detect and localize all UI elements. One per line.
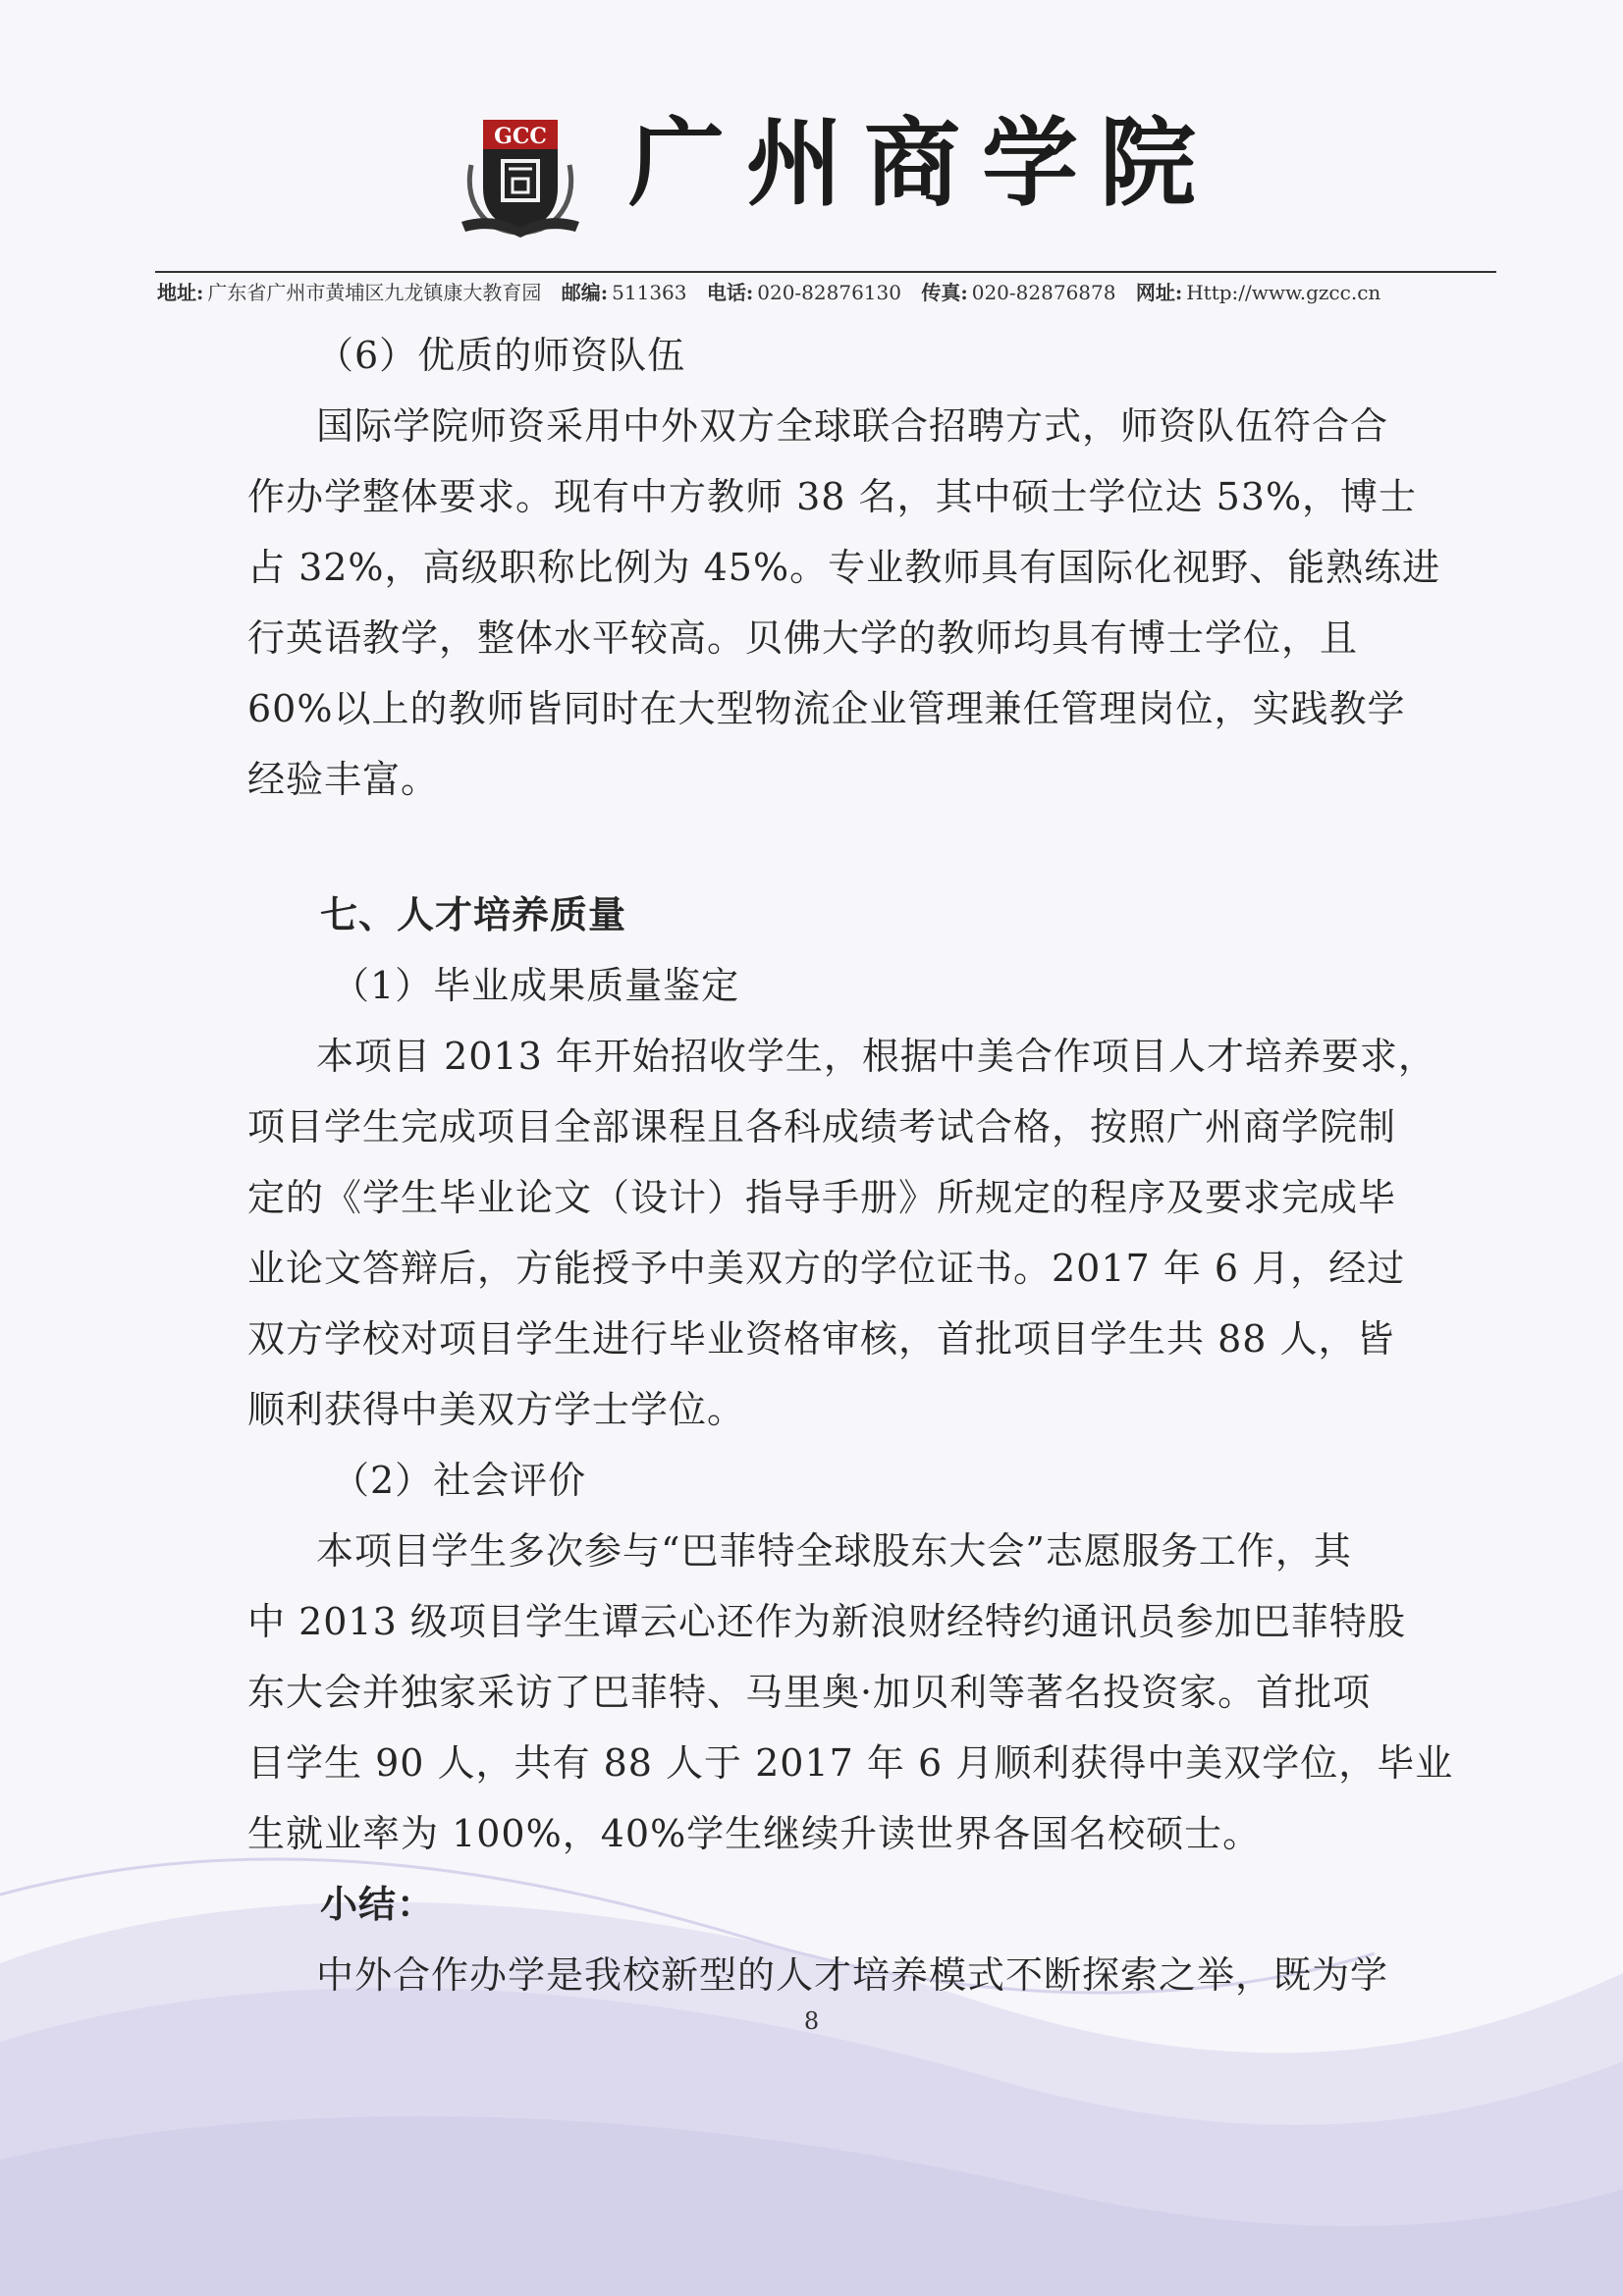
postcode-value: 511363 — [612, 281, 687, 304]
paragraph-line: 中 2013 级项目学生谭云心还作为新浪财经特约通讯员参加巴菲特股 — [247, 1600, 1406, 1643]
paragraph-line: 行英语教学，整体水平较高。贝佛大学的教师均具有博士学位，且 — [247, 616, 1359, 660]
contact-line — [157, 279, 1502, 306]
school-logo-icon — [454, 106, 587, 240]
paragraph-line: 顺利获得中美双方学士学位。 — [247, 1388, 746, 1431]
paragraph-line: 本项目学生多次参与“巴菲特全球股东大会”志愿服务工作，其 — [316, 1529, 1352, 1573]
paragraph-line: 项目学生完成项目全部课程且各科成绩考试合格，按照广州商学院制 — [247, 1105, 1397, 1148]
paragraph-line: 作办学整体要求。现有中方教师 38 名，其中硕士学位达 53%，博士 — [247, 475, 1418, 518]
paragraph-line: 生就业率为 100%，40%学生继续升读世界各国名校硕士。 — [247, 1812, 1262, 1855]
paragraph-line: 占 32%，高级职称比例为 45%。专业教师具有国际化视野、能熟练进 — [247, 546, 1441, 589]
paragraph-line: 中外合作办学是我校新型的人才培养模式不断探索之举，既为学 — [316, 1953, 1389, 1997]
paragraph-line: 经验丰富。 — [247, 758, 440, 801]
paragraph-line: 国际学院师资采用中外双方全球联合招聘方式，师资队伍符合合 — [316, 404, 1389, 448]
subsection-heading-graduation: （1）毕业成果质量鉴定 — [332, 964, 740, 1007]
letterhead — [0, 0, 1623, 314]
fax-value: 020-82876878 — [971, 281, 1116, 304]
phone-label: 电话: — [706, 281, 754, 304]
paragraph-line: 60%以上的教师皆同时在大型物流企业管理兼任管理岗位，实践教学 — [247, 687, 1406, 730]
postcode-label: 邮编: — [561, 281, 609, 304]
subsection-heading-social-evaluation: （2）社会评价 — [332, 1459, 587, 1502]
page-number: 8 — [803, 2007, 820, 2035]
paragraph-line: 业论文答辩后，方能授予中美双方的学位证书。2017 年 6 月，经过 — [247, 1247, 1406, 1290]
chapter-heading-talent-quality: 七、人才培养质量 — [320, 892, 627, 936]
phone-value: 020-82876130 — [757, 281, 901, 304]
paragraph-line: 双方学校对项目学生进行毕业资格审核，首批项目学生共 88 人，皆 — [247, 1317, 1395, 1361]
paragraph-line: 目学生 90 人，共有 88 人于 2017 年 6 月顺利获得中美双学位，毕业 — [247, 1741, 1454, 1785]
paragraph-line: 东大会并独家采访了巴菲特、马里奥·加贝利等著名投资家。首批项 — [247, 1671, 1372, 1714]
paragraph-line: 定的《学生毕业论文（设计）指导手册》所规定的程序及要求完成毕 — [247, 1176, 1397, 1219]
website-value: Http://www.gzcc.cn — [1186, 281, 1381, 304]
section-spacer — [247, 815, 1377, 880]
section-heading-faculty: （6）优质的师资队伍 — [316, 334, 686, 377]
document-body — [247, 320, 1454, 2010]
fax-label: 传真: — [921, 281, 968, 304]
school-name: 广州商学院 — [628, 107, 1218, 220]
header-divider — [155, 271, 1496, 273]
address-value: 广东省广州市黄埔区九龙镇康大教育园 — [207, 281, 542, 304]
address-label: 地址: — [157, 281, 204, 304]
logo-text: GCC — [494, 124, 547, 149]
website-label: 网址: — [1135, 281, 1183, 304]
paragraph-line: 本项目 2013 年开始招收学生，根据中美合作项目人才培养要求， — [316, 1035, 1436, 1078]
summary-heading: 小结： — [320, 1882, 436, 1926]
